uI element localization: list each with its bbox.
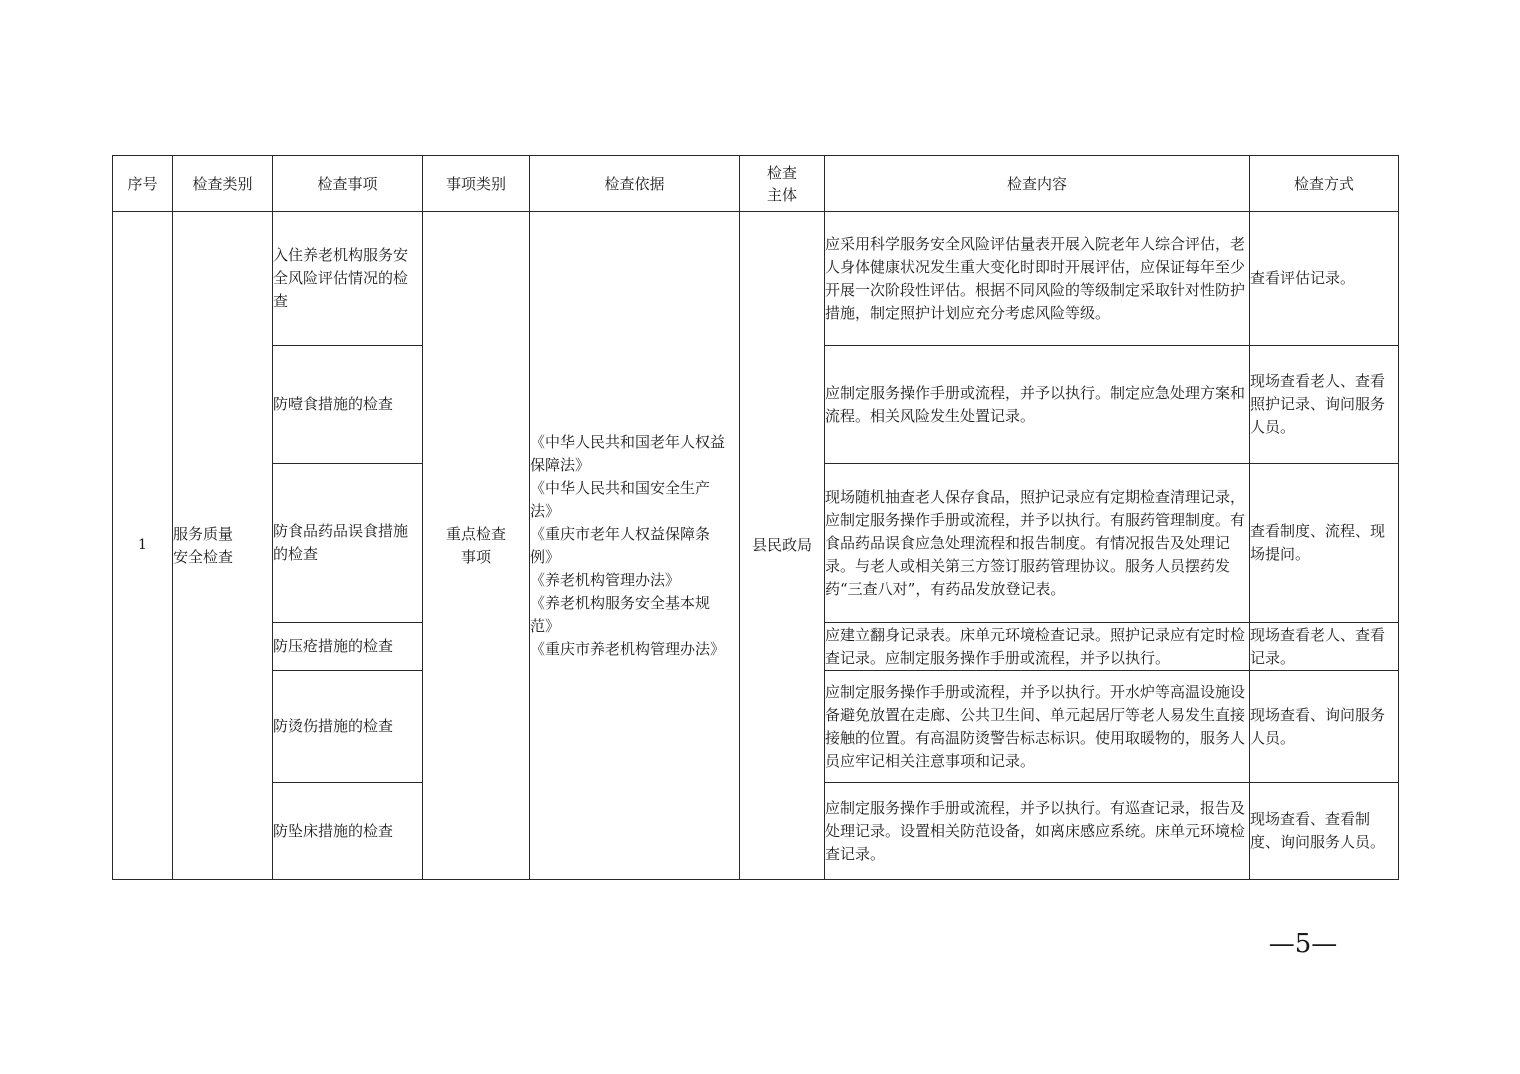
header-basis: 检查依据 bbox=[530, 156, 740, 212]
content-cell: 应建立翻身记录表。床单元环境检查记录。照护记录应有定时检查记录。应制定服务操作手册或流程，并予以执行。 bbox=[825, 623, 1250, 671]
header-row bbox=[113, 156, 1399, 212]
method-cell: 查看制度、流程、现场提问。 bbox=[1250, 464, 1399, 623]
item-cell: 防烫伤措施的检查 bbox=[273, 671, 423, 783]
header-content: 检查内容 bbox=[825, 156, 1250, 212]
item-type-cell: 重点检查 事项 bbox=[423, 212, 530, 880]
category-cell: 服务质量 安全检查 bbox=[173, 212, 273, 880]
header-category: 检查类别 bbox=[173, 156, 273, 212]
header-item-type: 事项类别 bbox=[423, 156, 530, 212]
inspection-table bbox=[112, 155, 1399, 880]
method-cell: 查看评估记录。 bbox=[1250, 212, 1399, 346]
item-cell: 防噎食措施的检查 bbox=[273, 346, 423, 464]
content-cell: 现场随机抽查老人保存食品，照护记录应有定期检查清理记录，应制定服务操作手册或流程，并予以执行。有服药管理制度。有食品药品误食应急处理流程和报告制度。有情况报告及处理记录。与老人或相关第三方签订服药管理协议。服务人员摆药发药“三查八对”，有药品发放登记表。 bbox=[825, 464, 1250, 623]
method-cell: 现场查看老人、查看照护记录、询问服务人员。 bbox=[1250, 346, 1399, 464]
method-cell: 现场查看、询问服务人员。 bbox=[1250, 671, 1399, 783]
seq-cell: 1 bbox=[113, 212, 173, 880]
basis-cell: 《中华人民共和国老年人权益保障法》 《中华人民共和国安全生产法》 《重庆市老年人权益保障条例》 《养老机构管理办法》 《养老机构服务安全基本规范》 《重庆市养老机构管理办法》 bbox=[530, 212, 740, 880]
header-item: 检查事项 bbox=[273, 156, 423, 212]
header-method: 检查方式 bbox=[1250, 156, 1399, 212]
content-cell: 应制定服务操作手册或流程，并予以执行。制定应急处理方案和流程。相关风险发生处置记录。 bbox=[825, 346, 1250, 464]
subject-cell: 县民政局 bbox=[740, 212, 825, 880]
item-cell: 入住养老机构服务安全风险评估情况的检查 bbox=[273, 212, 423, 346]
table-row bbox=[113, 212, 1399, 346]
item-cell: 防坠床措施的检查 bbox=[273, 783, 423, 880]
page-number: —5— bbox=[1268, 929, 1338, 959]
content-cell: 应采用科学服务安全风险评估量表开展入院老年人综合评估，老人身体健康状况发生重大变化时即时开展评估，应保证每年至少开展一次阶段性评估。根据不同风险的等级制定采取针对性防护措施，制定照护计划应充分考虑风险等级。 bbox=[825, 212, 1250, 346]
header-subject: 检查 主体 bbox=[740, 156, 825, 212]
header-seq: 序号 bbox=[113, 156, 173, 212]
method-cell: 现场查看老人、查看记录。 bbox=[1250, 623, 1399, 671]
content-cell: 应制定服务操作手册或流程，并予以执行。开水炉等高温设施设备避免放置在走廊、公共卫生间、单元起居厅等老人易发生直接接触的位置。有高温防烫警告标志标识。使用取暖物的，服务人员应牢记相关注意事项和记录。 bbox=[825, 671, 1250, 783]
item-cell: 防压疮措施的检查 bbox=[273, 623, 423, 671]
method-cell: 现场查看、查看制度、询问服务人员。 bbox=[1250, 783, 1399, 880]
content-cell: 应制定服务操作手册或流程，并予以执行。有巡查记录，报告及处理记录。设置相关防范设备，如离床感应系统。床单元环境检查记录。 bbox=[825, 783, 1250, 880]
item-cell: 防食品药品误食措施的检查 bbox=[273, 464, 423, 623]
